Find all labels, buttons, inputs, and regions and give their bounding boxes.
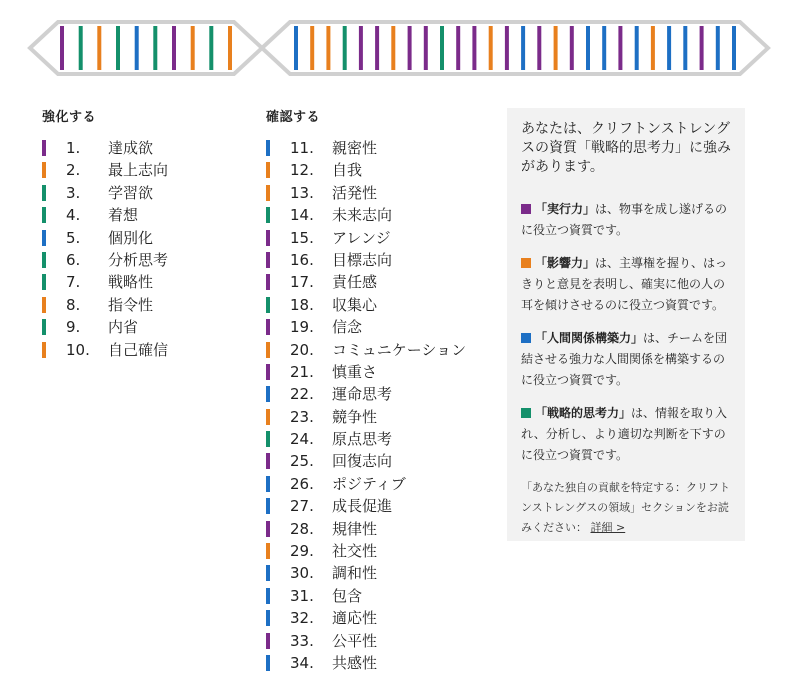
dna-stripe: [191, 26, 195, 70]
domain-color-bar: [266, 274, 270, 290]
domain-description: [521, 253, 731, 316]
theme-rank: 15.: [290, 228, 314, 247]
panel-intro: あなたは、クリフトンストレングスの資質「戦略的思考力」に強みがあります。: [521, 121, 731, 175]
theme-rank: 12.: [290, 161, 314, 180]
theme-rank: 13.: [290, 183, 314, 202]
theme-item: [266, 450, 393, 472]
domain-name: 「影響力」: [535, 256, 596, 270]
theme-rank: 9.: [66, 318, 81, 337]
dna-graphic: [0, 18, 800, 80]
theme-item: [266, 406, 378, 428]
theme-name: アレンジ: [332, 228, 391, 247]
theme-name: ポジティブ: [332, 474, 406, 493]
dna-stripe: [424, 26, 428, 70]
theme-rank: 6.: [66, 250, 81, 269]
dna-stripe: [153, 26, 157, 70]
domain-color-bar: [42, 230, 46, 246]
theme-item: [266, 607, 378, 629]
note-text: 「あなた独自の貢献を特定する：クリフトンストレングスの領域」セクションをお読みください：: [521, 481, 730, 534]
theme-item: [266, 271, 378, 293]
dna-frame: [262, 22, 768, 74]
domain-color-bar: [266, 633, 270, 649]
theme-item: [266, 540, 378, 562]
theme-rank: 32.: [290, 609, 314, 628]
theme-rank: 2.: [66, 161, 81, 180]
confirm-title: 確認する: [266, 110, 321, 125]
dna-stripe: [505, 26, 509, 70]
theme-item: [42, 249, 169, 271]
domain-color-square: [521, 333, 531, 343]
theme-item: [266, 630, 378, 652]
domain-text: は、情報を取り入れ、分析し、より適切な判断を下すのに役立つ資質です。: [521, 406, 728, 462]
domain-color-bar: [266, 543, 270, 559]
domain-color-bar: [266, 342, 270, 358]
dna-stripe: [732, 26, 736, 70]
dna-stripe: [310, 26, 314, 70]
dna-frame: [30, 22, 262, 74]
theme-item: [266, 518, 378, 540]
dna-stripe: [667, 26, 671, 70]
domain-color-bar: [266, 207, 270, 223]
theme-rank: 3.: [66, 183, 81, 202]
domain-color-bar: [266, 610, 270, 626]
dna-stripe: [343, 26, 347, 70]
theme-rank: 30.: [290, 564, 314, 583]
theme-rank: 10.: [66, 340, 90, 359]
theme-name: 自己確信: [108, 340, 169, 359]
theme-rank: 28.: [290, 519, 314, 538]
domain-color-bar: [42, 252, 46, 268]
domain-color-bar: [266, 476, 270, 492]
domain-color-bar: [42, 297, 46, 313]
theme-name: 内省: [108, 318, 139, 337]
theme-name: 親密性: [332, 139, 378, 157]
dna-stripe: [716, 26, 720, 70]
theme-item: [42, 182, 154, 204]
dna-strands: [0, 18, 800, 80]
domain-color-square: [521, 258, 531, 268]
dna-stripe: [172, 26, 176, 70]
theme-item: [266, 383, 393, 405]
theme-rank: 31.: [290, 586, 314, 605]
dna-stripe: [586, 26, 590, 70]
theme-name: コミュニケーション: [332, 340, 467, 359]
theme-name: 原点思考: [332, 430, 393, 449]
dna-stripe: [700, 26, 704, 70]
theme-item: [42, 204, 139, 226]
theme-item: [266, 473, 406, 495]
domain-color-bar: [42, 342, 46, 358]
dna-stripe: [79, 26, 83, 70]
theme-name: 未来志向: [332, 206, 393, 225]
theme-item: [266, 249, 393, 271]
theme-item: [266, 294, 378, 316]
domain-color-bar: [266, 655, 270, 671]
theme-name: 共感性: [332, 653, 378, 672]
domain-color-square: [521, 204, 531, 214]
theme-name: 分析思考: [108, 250, 169, 269]
dna-stripe: [472, 26, 476, 70]
theme-name: 目標志向: [332, 250, 393, 269]
theme-item: [266, 339, 467, 361]
domain-color-square: [521, 408, 531, 418]
dna-stripe: [391, 26, 395, 70]
theme-name: 信念: [332, 318, 363, 337]
theme-rank: 5.: [66, 228, 81, 247]
domain-descriptions: [521, 199, 731, 466]
theme-rank: 23.: [290, 407, 314, 426]
theme-name: 責任感: [332, 273, 378, 292]
theme-item: [266, 159, 363, 181]
domain-color-bar: [42, 140, 46, 156]
theme-rank: 4.: [66, 206, 81, 225]
theme-rank: 8.: [66, 295, 81, 314]
theme-name: 達成欲: [108, 139, 154, 157]
theme-name: 競争性: [332, 407, 378, 426]
dna-stripe: [651, 26, 655, 70]
domain-description: [521, 403, 731, 466]
dna-stripe: [294, 26, 298, 70]
more-link[interactable]: 詳細 >: [590, 521, 626, 534]
domain-color-bar: [266, 386, 270, 402]
theme-name: 包含: [332, 586, 363, 605]
domain-text: は、チームを団結させる強力な人間関係を構築するのに役立つ資質です。: [521, 331, 728, 387]
theme-item: [42, 339, 169, 361]
theme-name: 着想: [108, 206, 139, 225]
theme-item: [42, 227, 154, 249]
theme-item: [266, 585, 363, 607]
theme-name: 社交性: [332, 542, 378, 561]
theme-rank: 19.: [290, 318, 314, 337]
theme-item: [42, 137, 154, 159]
domain-color-bar: [266, 230, 270, 246]
theme-item: [266, 495, 393, 517]
dna-stripe: [228, 26, 232, 70]
confirm-column: [266, 106, 467, 674]
dna-stripe: [618, 26, 622, 70]
domain-color-bar: [266, 565, 270, 581]
strengthen-column: [42, 106, 169, 361]
theme-rank: 14.: [290, 206, 314, 225]
theme-rank: 29.: [290, 542, 314, 561]
theme-rank: 17.: [290, 273, 314, 292]
dna-stripe: [554, 26, 558, 70]
theme-item: [266, 428, 393, 450]
theme-name: 活発性: [332, 183, 378, 202]
domain-color-bar: [266, 319, 270, 335]
theme-rank: 20.: [290, 340, 314, 359]
dna-stripe: [440, 26, 444, 70]
theme-item: [266, 182, 378, 204]
panel-note: [521, 478, 731, 538]
theme-name: 運命思考: [332, 385, 393, 404]
domain-color-bar: [266, 409, 270, 425]
theme-rank: 34.: [290, 653, 314, 672]
theme-item: [42, 271, 154, 293]
domain-color-bar: [266, 140, 270, 156]
domain-color-bar: [266, 252, 270, 268]
theme-item: [266, 137, 378, 159]
domain-name: 「戦略的思考力」: [535, 406, 632, 420]
confirm-list: [266, 137, 467, 674]
theme-name: 調和性: [332, 564, 378, 583]
theme-item: [266, 361, 378, 383]
domain-color-bar: [266, 521, 270, 537]
dna-stripe: [116, 26, 120, 70]
theme-rank: 16.: [290, 250, 314, 269]
theme-name: 指令性: [108, 295, 154, 314]
dna-stripe: [60, 26, 64, 70]
dna-stripe: [209, 26, 213, 70]
theme-rank: 27.: [290, 497, 314, 516]
domain-description: [521, 199, 731, 241]
domain-text: は、主導権を握り、はっきりと意見を表明し、確実に他の人の耳を傾けさせるのに役立つ資質です。: [521, 256, 728, 312]
theme-name: 規律性: [332, 519, 378, 538]
domain-color-bar: [42, 319, 46, 335]
domain-text: は、物事を成し遂げるのに役立つ資質です。: [521, 202, 728, 237]
theme-name: 戦略性: [108, 273, 154, 292]
dna-stripe: [570, 26, 574, 70]
theme-item: [266, 204, 393, 226]
theme-rank: 18.: [290, 295, 314, 314]
theme-name: 公平性: [332, 631, 378, 650]
theme-rank: 33.: [290, 631, 314, 650]
dna-stripe: [456, 26, 460, 70]
domain-color-bar: [266, 185, 270, 201]
dna-stripe: [408, 26, 412, 70]
theme-rank: 21.: [290, 362, 314, 381]
theme-rank: 7.: [66, 273, 81, 292]
dna-stripe: [326, 26, 330, 70]
theme-item: [42, 294, 154, 316]
theme-name: 回復志向: [332, 452, 393, 471]
domain-color-bar: [266, 588, 270, 604]
dna-stripe: [97, 26, 101, 70]
domain-description: [521, 328, 731, 391]
theme-rank: 1.: [66, 139, 81, 157]
strengthen-list: [42, 137, 169, 361]
domain-color-bar: [42, 207, 46, 223]
domain-color-bar: [266, 364, 270, 380]
dna-stripe: [375, 26, 379, 70]
domain-name: 「人間関係構築力」: [535, 331, 644, 345]
theme-name: 慎重さ: [332, 362, 378, 381]
domain-color-bar: [42, 162, 46, 178]
domain-color-bar: [42, 185, 46, 201]
domain-color-bar: [266, 498, 270, 514]
dna-stripe: [683, 26, 687, 70]
dna-stripe: [135, 26, 139, 70]
theme-item: [266, 316, 363, 338]
theme-rank: 22.: [290, 385, 314, 404]
theme-name: 最上志向: [108, 161, 169, 180]
theme-item: [42, 316, 139, 338]
domain-color-bar: [266, 297, 270, 313]
dna-stripe: [521, 26, 525, 70]
dna-stripe: [537, 26, 541, 70]
theme-item: [266, 562, 378, 584]
domain-color-bar: [266, 453, 270, 469]
theme-item: [266, 652, 378, 674]
theme-rank: 11.: [290, 139, 314, 157]
theme-name: 学習欲: [108, 183, 154, 202]
theme-name: 適応性: [332, 609, 378, 628]
theme-name: 自我: [332, 161, 363, 180]
theme-item: [266, 227, 391, 249]
domain-info-panel: [507, 108, 745, 541]
theme-rank: 25.: [290, 452, 314, 471]
domain-name: 「実行力」: [535, 202, 596, 216]
domain-color-bar: [266, 162, 270, 178]
dna-stripe: [359, 26, 363, 70]
domain-color-bar: [266, 431, 270, 447]
dna-stripe: [635, 26, 639, 70]
theme-rank: 24.: [290, 430, 314, 449]
theme-name: 個別化: [108, 228, 154, 247]
dna-stripe: [489, 26, 493, 70]
domain-color-bar: [42, 274, 46, 290]
strengthen-title: 強化する: [42, 110, 97, 125]
theme-item: [42, 159, 169, 181]
theme-rank: 26.: [290, 474, 314, 493]
dna-stripe: [602, 26, 606, 70]
theme-name: 収集心: [332, 295, 378, 314]
theme-name: 成長促進: [332, 497, 393, 516]
